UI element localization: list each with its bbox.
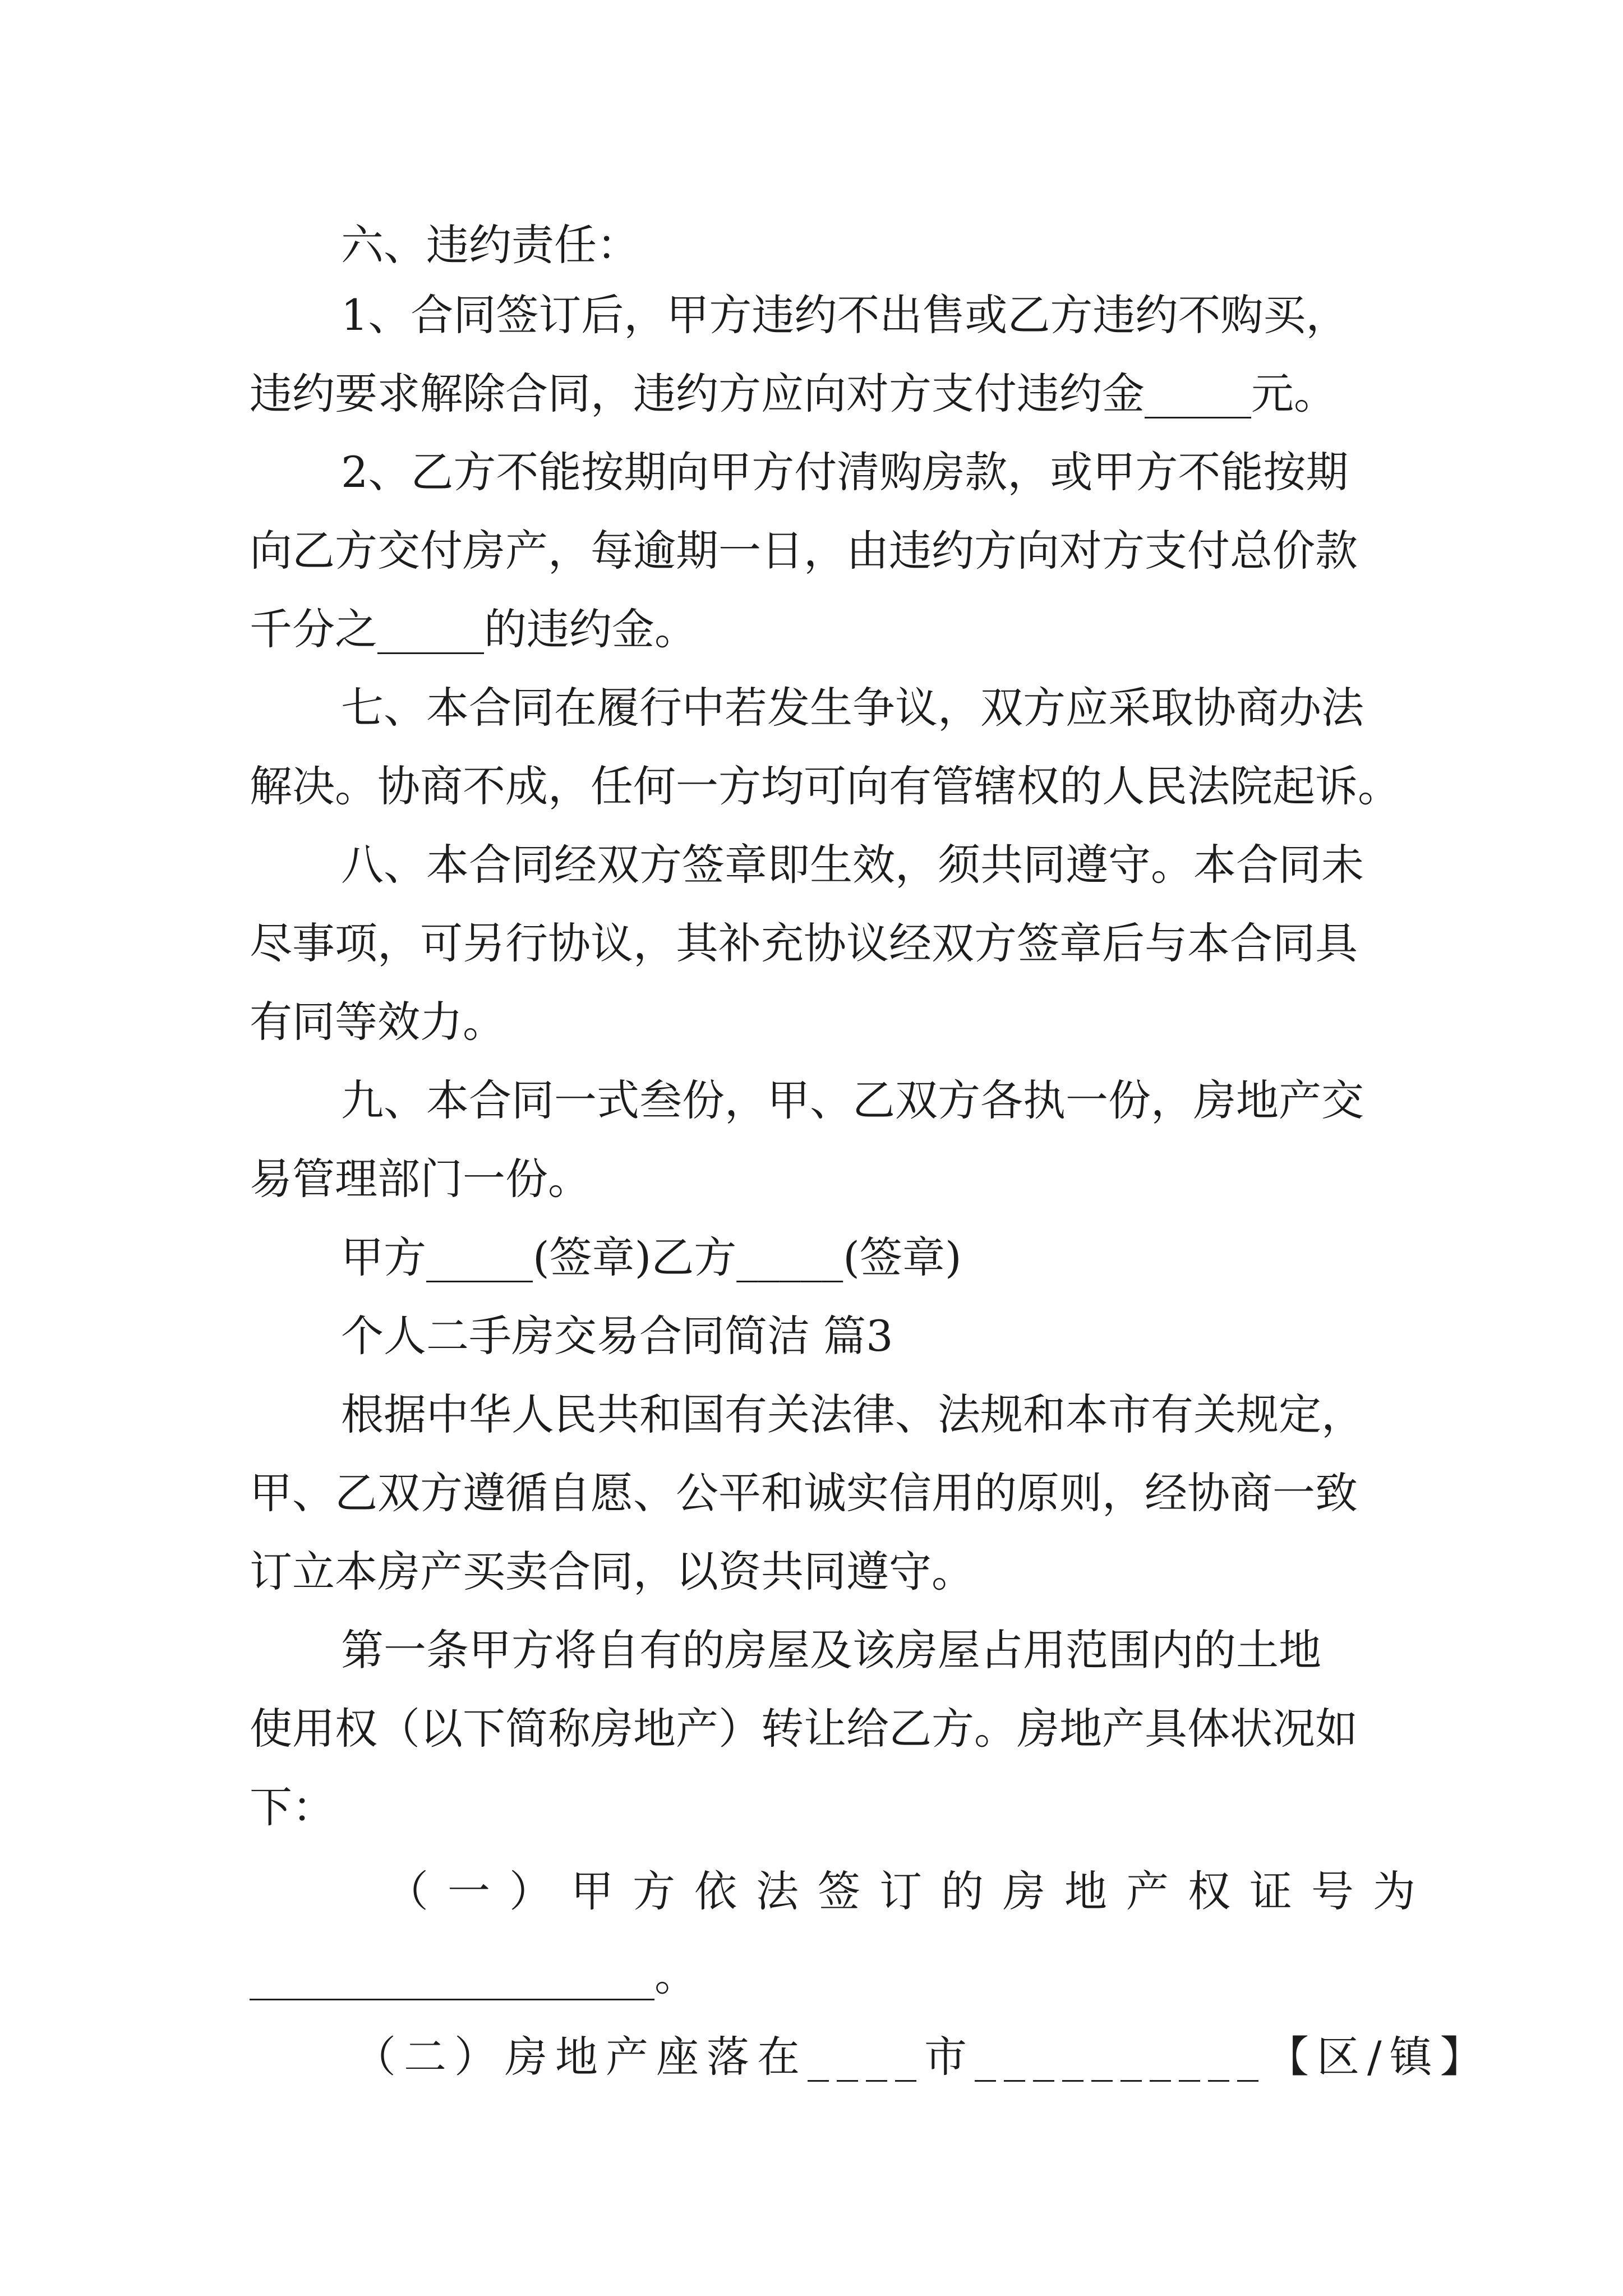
article-1-line-2: 使用权（以下简称房地产）转让给乙方。房地产具体状况如 xyxy=(250,1704,1358,1754)
clause-6-2-line-2: 向乙方交付房产，每逾期一日，由违约方向对方支付总价款 xyxy=(250,526,1358,576)
section-6-heading: 六、违约责任： xyxy=(341,220,639,270)
section-8-line-3: 有同等效力。 xyxy=(250,997,505,1047)
article-1-line-3: 下： xyxy=(250,1782,335,1832)
section-7-line-2: 解决。协商不成，任何一方均可向有管辖权的人民法院起诉。 xyxy=(250,761,1400,811)
item-2-line-1: （二）房地产座落在____市__________【区/镇】 xyxy=(353,2032,1491,2082)
item-1-line-2: ___________________。 xyxy=(250,1950,697,2000)
clause-6-1-line-1: 1、合同签订后，甲方违约不出售或乙方违约不购买， xyxy=(341,290,1349,340)
section-7-line-1: 七、本合同在履行中若发生争议，双方应采取协商办法 xyxy=(341,683,1364,733)
article-1-line-1: 第一条甲方将自有的房屋及该房屋占用范围内的土地 xyxy=(341,1625,1321,1675)
preamble-line-2: 甲、乙双方遵循自愿、公平和诚实信用的原则，经协商一致 xyxy=(250,1468,1358,1518)
clause-6-1-line-2: 违约要求解除合同，违约方应向对方支付违约金_____元。 xyxy=(250,369,1336,418)
signature-line: 甲方_____(签章)乙方_____(签章) xyxy=(341,1232,962,1282)
section-8-line-2: 尽事项，可另行协议，其补充协议经双方签章后与本合同具 xyxy=(250,918,1358,968)
section-9-line-2: 易管理部门一份。 xyxy=(250,1154,591,1204)
section-9-line-1: 九、本合同一式叁份，甲、乙双方各执一份，房地产交 xyxy=(341,1075,1364,1125)
article-title: 个人二手房交易合同简洁 篇3 xyxy=(341,1311,893,1361)
clause-6-2-line-3: 千分之_____的违约金。 xyxy=(250,604,697,654)
preamble-line-1: 根据中华人民共和国有关法律、法规和本市有关规定， xyxy=(341,1389,1364,1439)
item-1-line-1: （一）甲方依法签订的房地产权证号为 xyxy=(386,1866,1435,1916)
preamble-line-3: 订立本房产买卖合同，以资共同遵守。 xyxy=(250,1547,974,1596)
clause-6-2-line-1: 2、乙方不能按期向甲方付清购房款，或甲方不能按期 xyxy=(341,447,1349,497)
section-8-line-1: 八、本合同经双方签章即生效，须共同遵守。本合同未 xyxy=(341,840,1364,890)
